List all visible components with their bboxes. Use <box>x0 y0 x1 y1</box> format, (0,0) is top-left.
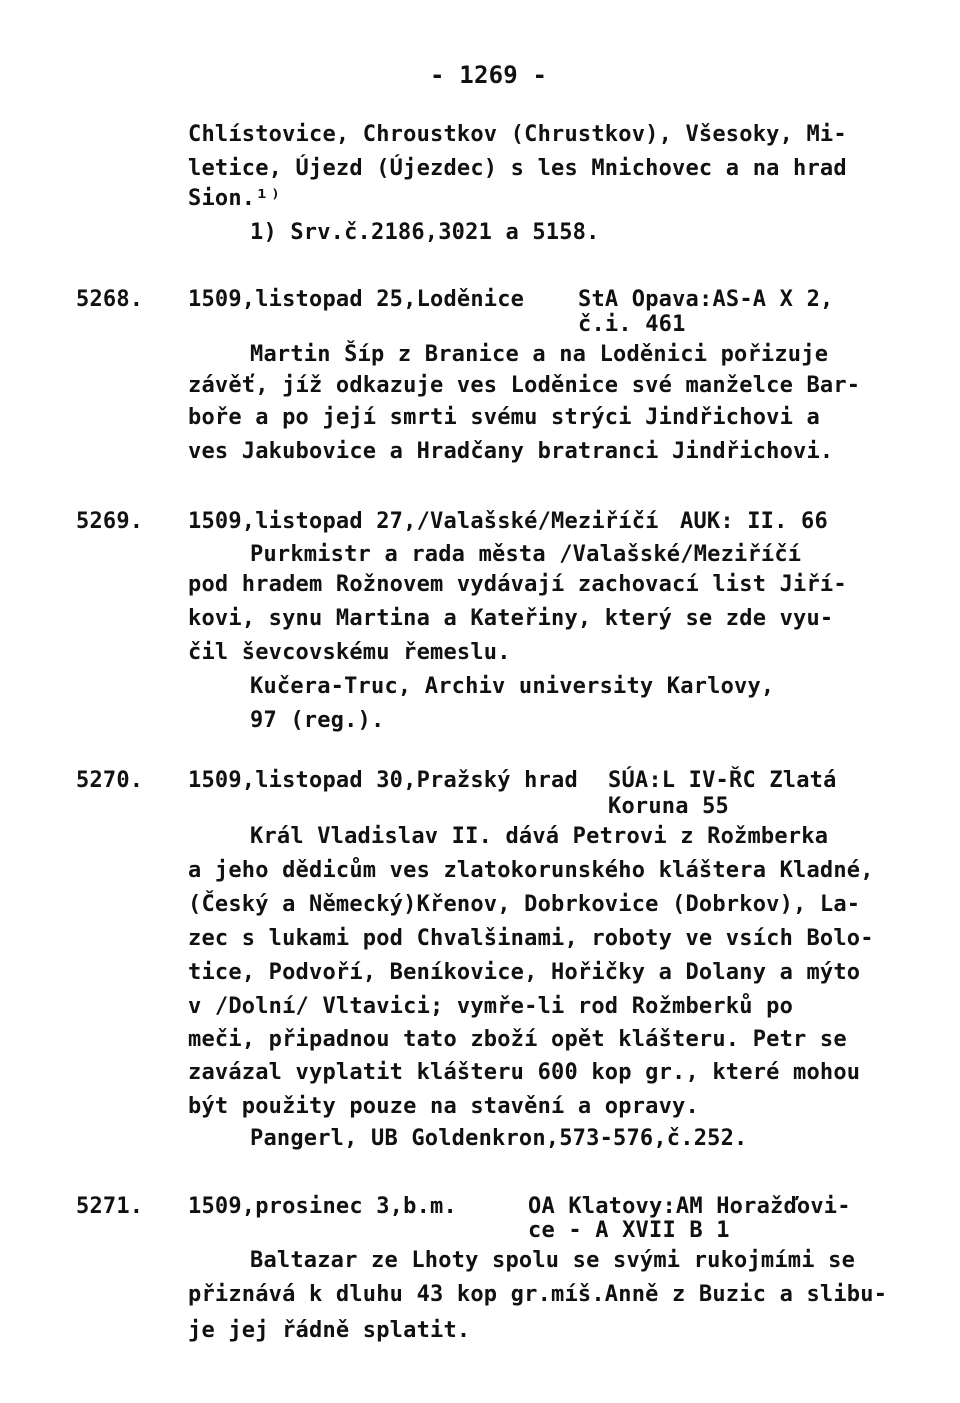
entry-text-line: (Český a Německý)Křenov, Dobrkovice (Dobrkov), La- <box>188 892 861 917</box>
entry-text-line: být použity pouze na stavění a opravy. <box>188 1094 699 1119</box>
page-number: - 1269 - <box>430 61 548 89</box>
entry-date-place: 1509,listopad 30,Pražský hrad <box>188 768 578 793</box>
entry-text-line: ves Jakubovice a Hradčany bratranci Jindřichovi. <box>188 439 834 464</box>
entry-text-line: zavázal vyplatit klášteru 600 kop gr., které mohou <box>188 1060 861 1085</box>
entry-reference: Kučera-Truc, Archiv university Karlovy, <box>250 674 775 699</box>
entry-date-place: 1509,prosinec 3,b.m. <box>188 1194 457 1219</box>
entry-number: 5270. <box>76 768 144 793</box>
entry-text-line: pod hradem Rožnovem vydávají zachovací list Jiří- <box>188 572 847 597</box>
entry-text-line: přiznává k dluhu 43 kop gr.míš.Anně z Buzic a slibu- <box>188 1282 888 1307</box>
entry-date-place: 1509,listopad 27,/Valašské/Meziříčí <box>188 509 659 534</box>
entry-reference: Pangerl, UB Goldenkron,573-576,č.252. <box>250 1126 748 1151</box>
entry-source: StA Opava:AS-A X 2, <box>578 287 834 312</box>
entry-source: AUK: II. 66 <box>680 509 828 534</box>
entry-number: 5268. <box>76 287 144 312</box>
entry-text-line: tice, Podvoří, Beníkovice, Hořičky a Dolany a mýto <box>188 960 861 985</box>
entry-source: OA Klatovy:AM Horažďovi- <box>528 1194 851 1219</box>
entry-text-line: meči, připadnou tato zboží opět klášteru. Petr se <box>188 1027 847 1052</box>
entry-source: SÚA:L IV-ŘC Zlatá <box>608 768 837 793</box>
entry-text-line: Baltazar ze Lhoty spolu se svými rukojmími se <box>250 1248 856 1273</box>
entry-source: č.i. 461 <box>578 312 686 337</box>
entry-text-line: je jej řádně splatit. <box>188 1318 471 1343</box>
entry-text-line: zec s lukami pod Chvalšinami, roboty ve vsích Bolo- <box>188 926 874 951</box>
text-line: Sion.¹⁾ <box>188 186 283 211</box>
entry-text-line: Král Vladislav II. dává Petrovi z Rožmberka <box>250 824 829 849</box>
entry-text-line: a jeho dědicům ves zlatokorunského kláštera Kladné, <box>188 858 874 883</box>
entry-date-place: 1509,listopad 25,Loděnice <box>188 287 525 312</box>
entry-text-line: čil ševcovskému řemeslu. <box>188 640 511 665</box>
entry-text-line: kovi, synu Martina a Kateřiny, který se zde vyu- <box>188 606 834 631</box>
entry-source: ce - A XVII B 1 <box>528 1218 730 1243</box>
entry-number: 5271. <box>76 1194 144 1219</box>
text-line: Chlístovice, Chroustkov (Chrustkov), Všesoky, Mi- <box>188 122 847 147</box>
entry-text-line: v /Dolní/ Vltavici; vymře-li rod Rožmberků po <box>188 994 794 1019</box>
entry-reference: 97 (reg.). <box>250 708 385 733</box>
entry-text-line: boře a po její smrti svému strýci Jindřichovi a <box>188 405 820 430</box>
entry-text-line: Purkmistr a rada města /Valašské/Meziříčí <box>250 542 802 567</box>
entry-text-line: závěť, jíž odkazuje ves Loděnice své manželce Bar- <box>188 373 861 398</box>
text-line: letice, Újezd (Újezdec) s les Mnichovec a na hrad <box>188 156 847 181</box>
footnote: 1) Srv.č.2186,3021 a 5158. <box>250 220 600 245</box>
entry-source: Koruna 55 <box>608 794 730 819</box>
entry-text-line: Martin Šíp z Branice a na Loděnici pořizuje <box>250 342 829 367</box>
entry-number: 5269. <box>76 509 144 534</box>
